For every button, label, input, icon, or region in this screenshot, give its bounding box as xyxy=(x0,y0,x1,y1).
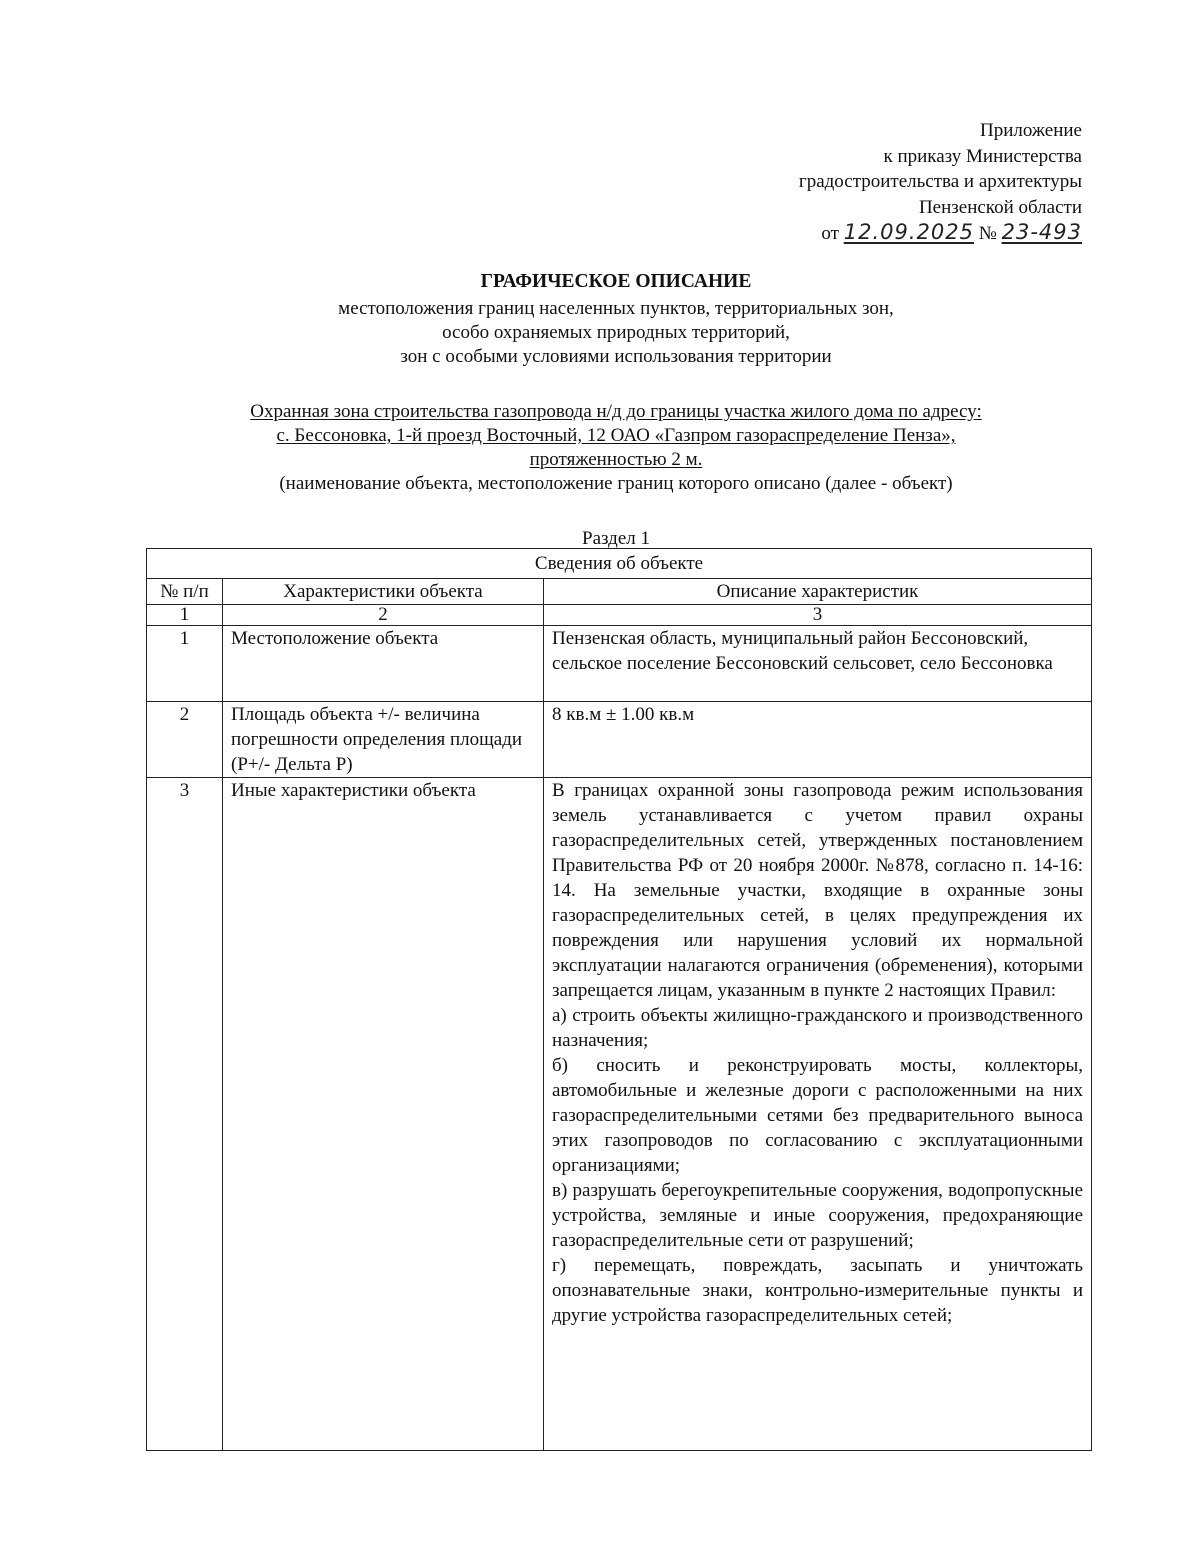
table-caption: Сведения об объекте xyxy=(147,549,1092,579)
column-number: 1 xyxy=(147,605,223,626)
appendix-block xyxy=(799,118,1082,247)
row-number: 3 xyxy=(147,778,223,1451)
date-prefix: от xyxy=(821,223,839,244)
object-name-caption: (наименование объекта, местоположение границ которого описано (далее - объект) xyxy=(279,473,953,494)
column-number: 3 xyxy=(544,605,1092,626)
column-number: 2 xyxy=(223,605,544,626)
row-characteristic: Местоположение объекта xyxy=(223,626,544,702)
row-description xyxy=(544,626,1092,702)
document-subtitle xyxy=(150,297,1082,369)
table-column-number-row xyxy=(147,605,1092,626)
header-description: Описание характеристик xyxy=(544,579,1092,605)
row-characteristic: Площадь объекта +/- величина погрешности определения площади (P+/- Дельта P) xyxy=(223,702,544,778)
object-info-table xyxy=(146,548,1092,1451)
object-name-line: с. Бессоновка, 1-й проезд Восточный, 12 ОАО «Газпром газораспределение Пенза», xyxy=(276,425,956,446)
header-number: № п/п xyxy=(147,579,223,605)
row-number: 2 xyxy=(147,702,223,778)
table-row xyxy=(147,778,1092,1451)
section-label: Раздел 1 xyxy=(582,528,650,549)
row-description xyxy=(544,702,1092,778)
object-name-line: Охранная зона строительства газопровода н/д до границы участка жилого дома по адресу: xyxy=(250,401,982,422)
row-number: 1 xyxy=(147,626,223,702)
object-name-line: протяженностью 2 м. xyxy=(529,449,703,470)
handwritten-number: 23-493 xyxy=(1001,220,1082,244)
appendix-order-line: к приказу Министерства xyxy=(883,145,1082,167)
description-paragraph: В границах охранной зоны газопровода режим использования земель устанавливается с учетом правил охраны газораспределительных сетей, утвержденных постановлением Правительства РФ от 20 ноября 2000г. №878, согласно п. 14-16: 14. На земельные участки, входящие в охранные зоны газораспределительных сетей, в целях предупреждения их повреждения или нарушения условий их нормальной эксплуатации налагаются ограничения (обременения), которыми запрещается лицам, указанным в пункте 2 настоящих Правил: xyxy=(552,780,1084,1001)
table-header-row xyxy=(147,579,1092,605)
subtitle-line: особо охраняемых природных территорий, xyxy=(442,322,790,343)
appendix-label: Приложение xyxy=(980,120,1082,141)
description-paragraph: а) строить объекты жилищно-гражданского и производственного назначения; xyxy=(552,1005,1084,1051)
description-paragraph: б) сносить и реконструировать мосты, коллекторы, автомобильные и железные дороги с расположенными на них газораспределительными сетями без предварительного выноса этих газопроводов по согласованию с эксплуатационными организациями; xyxy=(552,1055,1084,1176)
appendix-ministry-line: градостроительства и архитектуры xyxy=(798,171,1082,192)
handwritten-date: 12.09.2025 xyxy=(843,220,974,244)
description-paragraph: 8 кв.м ± 1.00 кв.м xyxy=(552,704,695,725)
row-description xyxy=(544,778,1092,1451)
table-caption-row xyxy=(147,549,1092,579)
description-paragraph: Пензенская область, муниципальный район Бессоновский, сельское поселение Бессоновский сельсовет, село Бессоновка xyxy=(552,628,1053,674)
document-title: ГРАФИЧЕСКОЕ ОПИСАНИЕ xyxy=(480,271,752,292)
appendix-region-line: Пензенской области xyxy=(918,196,1082,218)
number-prefix: № xyxy=(978,223,997,244)
appendix-date-line xyxy=(799,220,1082,247)
table-row xyxy=(147,626,1092,702)
table-row xyxy=(147,702,1092,778)
subtitle-line: зон с особыми условиями использования территории xyxy=(400,346,832,367)
header-characteristic: Характеристики объекта xyxy=(223,579,544,605)
description-paragraph: г) перемещать, повреждать, засыпать и уничтожать опознавательные знаки, контрольно-измерительные пункты и другие устройства газораспределительных сетей; xyxy=(552,1255,1084,1326)
object-name-length-wrap xyxy=(150,448,1082,472)
object-name-block xyxy=(150,400,1082,496)
description-paragraph: в) разрушать берегоукрепительные сооружения, водопропускные устройства, земляные и иные сооружения, предохраняющие газораспределительные сети от разрушений; xyxy=(552,1180,1084,1251)
subtitle-line: местоположения границ населенных пунктов, территориальных зон, xyxy=(338,298,894,319)
row-characteristic: Иные характеристики объекта xyxy=(223,778,544,1451)
